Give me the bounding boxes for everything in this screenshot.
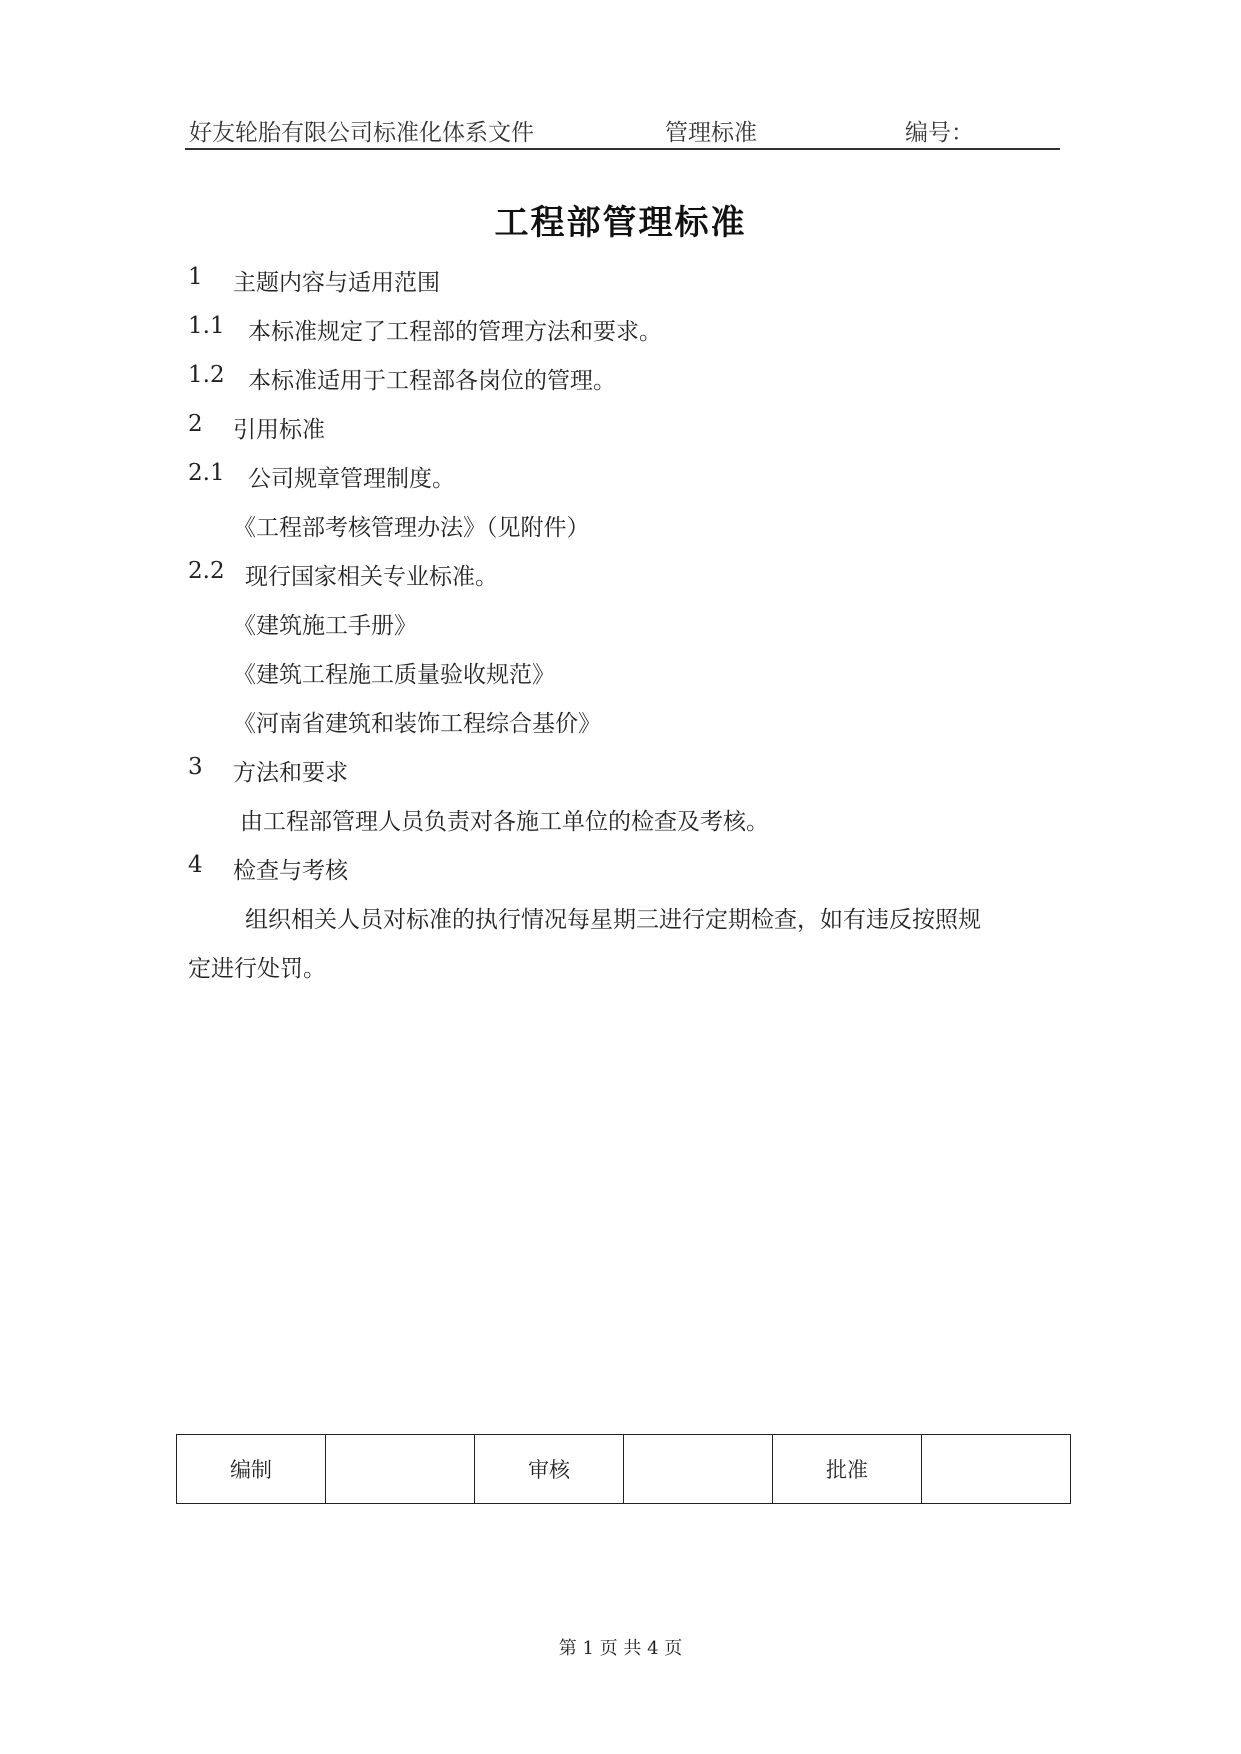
signoff-row bbox=[177, 1435, 1071, 1504]
section-text: 本标准规定了工程部的管理方法和要求。 bbox=[248, 319, 662, 345]
section-4-body-line2: 定进行处罚。 bbox=[188, 956, 326, 982]
review-label: 审核 bbox=[475, 1435, 624, 1504]
section-4-body-line1: 组织相关人员对标准的执行情况每星期三进行定期检查，如有违反按照规 bbox=[245, 907, 981, 933]
page-number: 第 1 页 共 4 页 bbox=[558, 1638, 683, 1659]
reference-item: 《河南省建筑和装饰工程综合基价》 bbox=[233, 711, 601, 737]
review-value bbox=[624, 1435, 773, 1504]
section-number: 4 bbox=[188, 852, 203, 878]
document-title: 工程部管理标准 bbox=[494, 203, 747, 243]
approve-value bbox=[922, 1435, 1071, 1504]
header-doc-type: 管理标准 bbox=[665, 120, 757, 146]
section-heading: 方法和要求 bbox=[233, 760, 348, 786]
section-number: 1.1 bbox=[188, 313, 225, 339]
section-text: 本标准适用于工程部各岗位的管理。 bbox=[248, 368, 616, 394]
section-heading: 检查与考核 bbox=[233, 858, 348, 884]
section-heading: 引用标准 bbox=[233, 417, 325, 443]
section-text: 现行国家相关专业标准。 bbox=[245, 564, 498, 590]
section-3-body: 由工程部管理人员负责对各施工单位的检查及考核。 bbox=[240, 809, 769, 835]
reference-item: 《建筑施工手册》 bbox=[233, 613, 417, 639]
compile-value bbox=[326, 1435, 475, 1504]
section-number: 2.1 bbox=[188, 460, 225, 486]
compile-label: 编制 bbox=[177, 1435, 326, 1504]
section-number: 2 bbox=[188, 411, 203, 437]
header-company: 好友轮胎有限公司标准化体系文件 bbox=[189, 120, 534, 146]
document-header bbox=[185, 110, 1060, 150]
reference-exam-method: 《工程部考核管理办法》（见附件） bbox=[233, 515, 590, 541]
section-number: 3 bbox=[188, 754, 203, 780]
section-number: 1 bbox=[188, 264, 203, 290]
header-number-label: 编号： bbox=[905, 120, 974, 146]
approve-label: 批准 bbox=[773, 1435, 922, 1504]
section-number: 2.2 bbox=[188, 558, 225, 584]
reference-item: 《建筑工程施工质量验收规范》 bbox=[233, 662, 555, 688]
section-heading: 主题内容与适用范围 bbox=[233, 270, 440, 296]
section-text: 公司规章管理制度。 bbox=[248, 466, 455, 492]
section-number: 1.2 bbox=[188, 362, 225, 388]
signoff-table bbox=[176, 1434, 1071, 1504]
